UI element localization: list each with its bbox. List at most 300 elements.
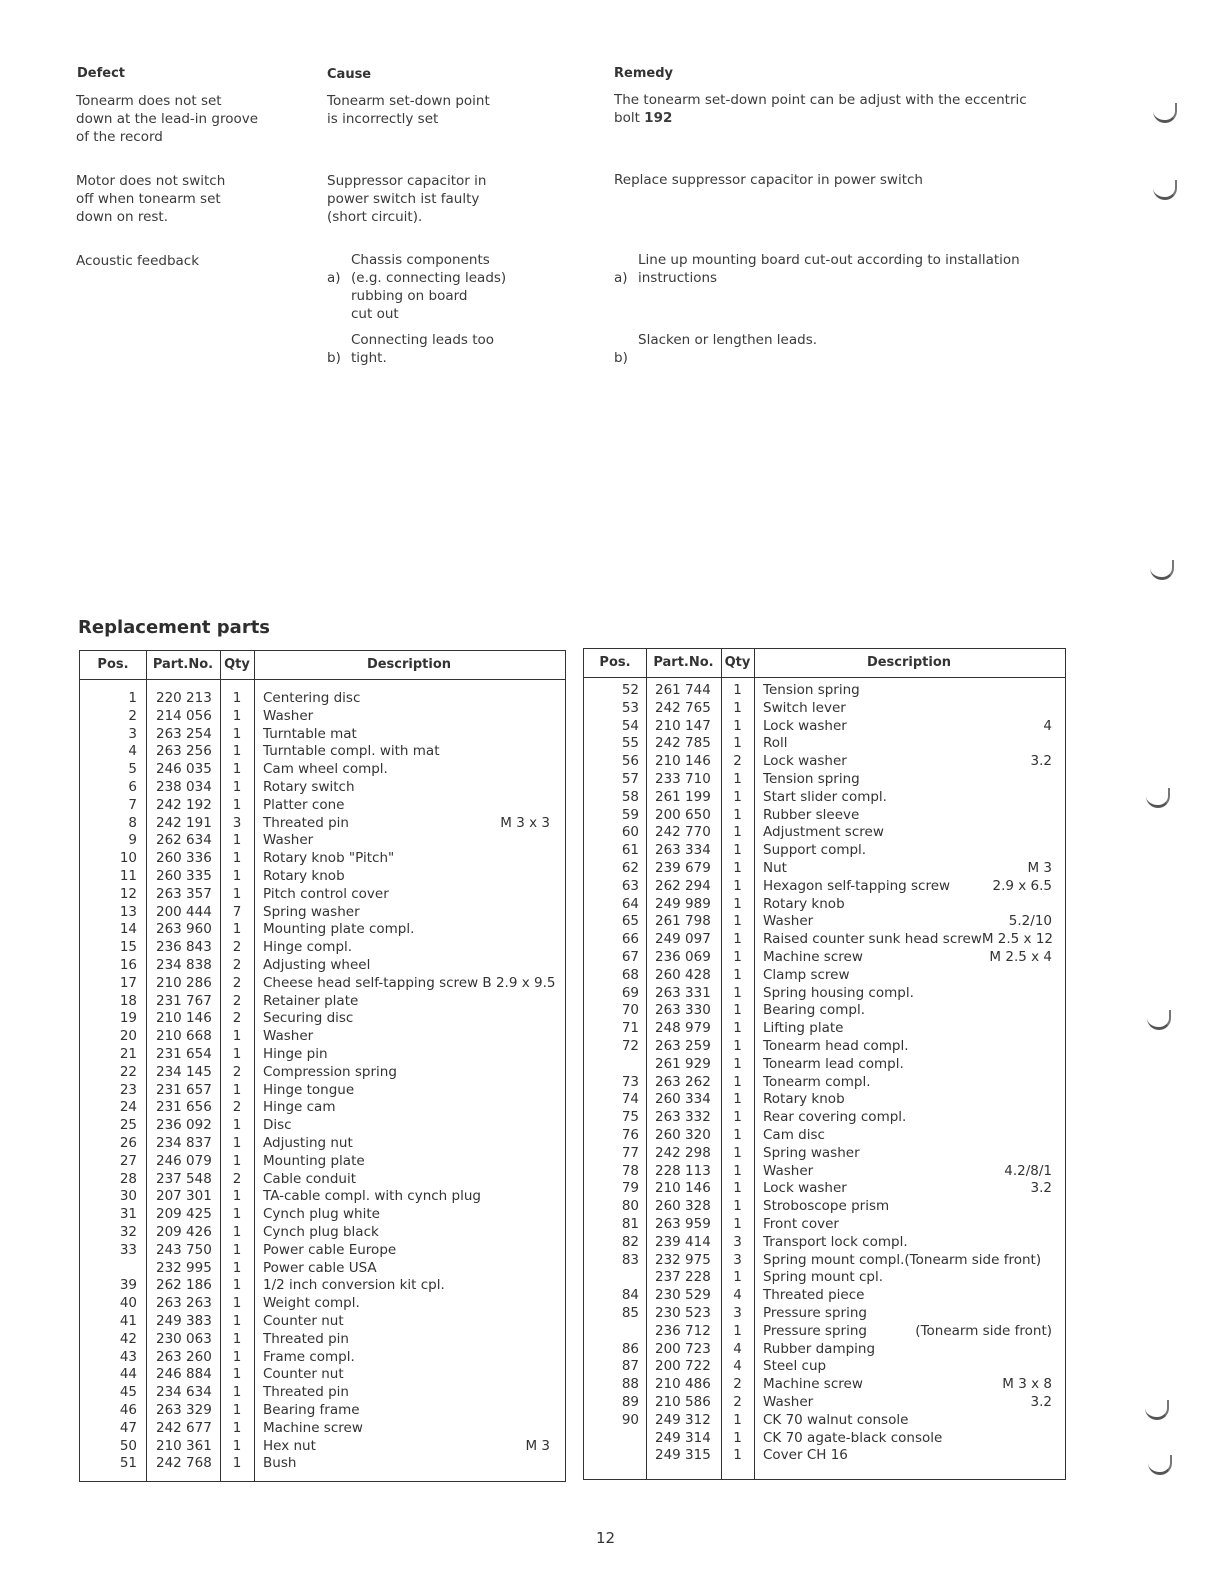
col-pos-header: Pos. <box>97 657 129 672</box>
description-cell: Spring mount cpl. <box>763 1269 883 1286</box>
description-cell: Roll <box>763 735 788 752</box>
pos-cell: 13 <box>119 903 137 920</box>
part-number-cell: 263 334 <box>655 842 711 859</box>
qty-cell: 1 <box>232 1117 242 1134</box>
table-row <box>584 1252 1065 1270</box>
part-number-cell: 210 361 <box>156 1437 212 1454</box>
pos-cell: 5 <box>128 761 137 778</box>
description-cell: Power cable USA <box>263 1259 377 1276</box>
qty-cell: 1 <box>232 1259 242 1276</box>
part-number-cell: 242 765 <box>655 699 711 716</box>
part-number-cell: 236 092 <box>156 1117 212 1134</box>
table-row <box>584 682 1065 700</box>
table-row <box>80 1384 565 1402</box>
qty-cell: 1 <box>733 1429 742 1446</box>
description-cell: Frame compl. <box>263 1348 355 1365</box>
part-number-cell: 263 260 <box>156 1348 212 1365</box>
table-row <box>80 921 565 939</box>
description-cell: Turntable compl. with mat <box>263 743 440 760</box>
table-row <box>80 761 565 779</box>
table-row <box>80 690 565 708</box>
pos-cell: 86 <box>621 1340 639 1357</box>
qty-cell: 1 <box>733 717 742 734</box>
part-number-cell: 214 056 <box>156 707 212 724</box>
table-row <box>584 718 1065 736</box>
qty-cell: 1 <box>733 1162 742 1179</box>
defect-2: Motor does not switch off when tonearm set down on rest. <box>76 173 226 225</box>
description-cell: Switch lever <box>763 699 846 716</box>
table-row <box>80 1010 565 1028</box>
qty-cell: 2 <box>232 992 242 1009</box>
part-number-cell: 263 332 <box>655 1109 711 1126</box>
qty-cell: 1 <box>232 1277 242 1294</box>
part-number-cell: 234 838 <box>156 957 212 973</box>
qty-cell: 1 <box>232 885 242 902</box>
part-number-cell: 260 334 <box>655 1091 711 1108</box>
table-row <box>80 1438 565 1456</box>
qty-cell: 1 <box>733 1127 742 1143</box>
defect-header: Defect <box>77 66 126 81</box>
description-cell: Machine screw <box>763 1376 863 1393</box>
qty-cell: 1 <box>232 796 242 813</box>
qty-cell: 1 <box>733 1180 742 1197</box>
spec-cell: M 3 <box>1027 860 1052 876</box>
description-cell: Washer <box>763 1162 814 1179</box>
table-row <box>584 1341 1065 1359</box>
table-row <box>80 1135 565 1153</box>
pos-cell: 10 <box>119 850 137 867</box>
table-row <box>80 1402 565 1420</box>
spec-cell: 3.2 <box>1030 1394 1052 1410</box>
description-cell: Cam disc <box>763 1127 825 1143</box>
replacement-parts-title: Replacement parts <box>78 617 271 638</box>
part-number-cell: 249 314 <box>655 1429 711 1446</box>
part-number-cell: 210 586 <box>655 1394 711 1410</box>
table-row <box>584 1394 1065 1412</box>
qty-cell: 1 <box>733 1002 742 1019</box>
pos-cell: 17 <box>119 974 137 991</box>
table-row <box>80 797 565 815</box>
part-number-cell: 249 312 <box>655 1411 711 1428</box>
part-number-cell: 261 929 <box>655 1055 711 1072</box>
qty-cell: 1 <box>733 1073 742 1090</box>
part-number-cell: 230 063 <box>156 1330 212 1347</box>
description-cell: Rotary switch <box>263 779 355 795</box>
cause-3a-label: a) <box>327 270 341 286</box>
pos-cell: 45 <box>119 1384 137 1401</box>
table-row <box>584 860 1065 878</box>
pos-cell: 43 <box>119 1348 137 1365</box>
description-cell: Transport lock compl. <box>763 1233 908 1250</box>
qty-cell: 4 <box>733 1340 742 1357</box>
pos-cell: 47 <box>119 1419 137 1436</box>
table-row <box>584 931 1065 949</box>
part-number-cell: 262 294 <box>655 877 711 894</box>
table-row <box>80 726 565 744</box>
qty-cell: 1 <box>232 779 242 795</box>
description-cell: Cheese head self-tapping screw B 2.9 x 9.5 <box>263 974 556 991</box>
col-pos-header: Pos. <box>599 655 631 670</box>
qty-cell: 1 <box>232 1188 242 1205</box>
table-row <box>584 1056 1065 1074</box>
description-cell: Securing disc <box>263 1010 354 1027</box>
qty-cell: 1 <box>232 707 242 724</box>
description-cell: Threated piece <box>763 1287 865 1304</box>
part-number-cell: 263 959 <box>655 1216 711 1232</box>
part-number-cell: 246 079 <box>156 1152 212 1169</box>
table-row <box>584 700 1065 718</box>
table-row <box>584 771 1065 789</box>
table-row <box>584 789 1065 807</box>
pos-cell: 40 <box>119 1295 137 1312</box>
part-number-cell: 234 837 <box>156 1135 212 1151</box>
qty-cell: 1 <box>232 1330 242 1347</box>
description-cell: Raised counter sunk head screwM 2.5 x 12 <box>763 931 1054 948</box>
table-row <box>584 1305 1065 1323</box>
binder-hole <box>1150 560 1174 580</box>
description-cell: Mounting plate <box>263 1152 365 1169</box>
page-number: 12 <box>595 1529 616 1547</box>
qty-cell: 1 <box>733 842 742 859</box>
binder-hole <box>1153 103 1177 123</box>
part-number-cell: 233 710 <box>655 771 711 787</box>
spec-cell: 3.2 <box>1030 1180 1052 1197</box>
part-number-cell: 242 770 <box>655 824 711 841</box>
pos-cell: 56 <box>621 753 639 770</box>
table-row <box>80 1260 565 1278</box>
table-row <box>584 753 1065 771</box>
table-row <box>80 779 565 797</box>
description-cell: Lock washer <box>763 717 847 734</box>
cause-3b-text: Connecting leads too tight. <box>351 332 495 366</box>
qty-cell: 1 <box>232 868 242 884</box>
pos-cell: 74 <box>621 1091 639 1108</box>
table-row <box>80 1028 565 1046</box>
qty-cell: 1 <box>733 949 742 965</box>
description-cell: Tension spring <box>763 771 860 787</box>
description-cell: Platter cone <box>263 796 345 813</box>
pos-cell: 84 <box>621 1287 639 1304</box>
qty-cell: 1 <box>232 725 242 742</box>
table-row <box>80 1064 565 1082</box>
description-cell: Machine screw <box>763 949 863 965</box>
description-cell: 1/2 inch conversion kit cpl. <box>263 1277 445 1294</box>
pos-cell: 63 <box>621 877 639 894</box>
qty-cell: 1 <box>232 832 242 849</box>
pos-cell: 66 <box>621 931 639 948</box>
spec-cell: 4 <box>1043 717 1052 734</box>
binder-hole <box>1148 1455 1172 1475</box>
description-cell: Start slider compl. <box>763 788 887 805</box>
qty-cell: 1 <box>232 1348 242 1365</box>
qty-cell: 1 <box>733 682 742 698</box>
description-cell: Spring washer <box>263 903 360 920</box>
pos-cell: 73 <box>621 1073 639 1090</box>
pos-cell: 12 <box>119 885 137 902</box>
table-row <box>584 1376 1065 1394</box>
pos-cell: 31 <box>119 1206 137 1223</box>
pos-cell: 62 <box>621 860 639 876</box>
part-number-cell: 263 329 <box>156 1402 212 1418</box>
table-row <box>80 1099 565 1117</box>
pos-cell: 28 <box>119 1170 137 1187</box>
table-row <box>584 807 1065 825</box>
description-cell: Counter nut <box>263 1366 344 1383</box>
table-row <box>584 1145 1065 1163</box>
col-desc-header: Description <box>866 655 952 670</box>
qty-cell: 1 <box>232 761 242 778</box>
description-cell: Disc <box>263 1117 292 1134</box>
part-number-cell: 260 320 <box>655 1127 711 1143</box>
table-row <box>584 824 1065 842</box>
part-number-cell: 232 995 <box>156 1259 212 1276</box>
qty-cell: 1 <box>733 1447 742 1464</box>
part-number-cell: 249 097 <box>655 931 711 948</box>
table-row <box>80 957 565 975</box>
qty-cell: 1 <box>733 877 742 894</box>
part-number-cell: 260 328 <box>655 1198 711 1215</box>
qty-cell: 1 <box>733 1038 742 1054</box>
qty-cell: 3 <box>232 814 242 831</box>
description-cell: Threated pin <box>263 1330 349 1347</box>
part-number-cell: 249 383 <box>156 1313 212 1329</box>
part-number-cell: 249 989 <box>655 895 711 912</box>
description-cell: Cable conduit <box>263 1170 357 1187</box>
pos-cell: 81 <box>621 1216 639 1232</box>
pos-cell: 87 <box>621 1358 639 1375</box>
part-number-cell: 238 034 <box>156 779 212 795</box>
qty-cell: 1 <box>733 806 742 823</box>
col-qty-header: Qty <box>224 657 250 672</box>
spec-cell: 2.9 x 6.5 <box>992 877 1052 894</box>
pos-cell: 11 <box>119 868 137 884</box>
qty-cell: 1 <box>232 921 242 938</box>
qty-cell: 3 <box>733 1233 742 1250</box>
table-row <box>584 735 1065 753</box>
table-row <box>584 949 1065 967</box>
description-cell: Weight compl. <box>263 1295 360 1312</box>
table-row <box>584 967 1065 985</box>
description-cell: Turntable mat <box>263 725 357 742</box>
description-cell: Washer <box>763 1394 814 1410</box>
table-row <box>80 993 565 1011</box>
col-qty-header: Qty <box>724 655 751 670</box>
parts-table-left-header <box>80 651 565 680</box>
cause-3a <box>327 251 567 322</box>
table-row <box>584 1323 1065 1341</box>
description-cell: Cover CH 16 <box>763 1447 848 1464</box>
description-cell: Lifting plate <box>763 1020 844 1037</box>
remedy-header: Remedy <box>614 66 673 81</box>
pos-cell: 76 <box>621 1127 639 1143</box>
remedy-1 <box>614 91 1094 127</box>
table-row <box>584 1358 1065 1376</box>
qty-cell: 1 <box>733 1411 742 1428</box>
part-number-cell: 242 677 <box>156 1419 212 1436</box>
binder-hole <box>1153 180 1177 200</box>
table-row <box>80 1082 565 1100</box>
description-cell: Lock washer <box>763 1180 847 1197</box>
part-number-cell: 242 192 <box>156 796 212 813</box>
pos-cell: 9 <box>128 832 137 849</box>
part-number-cell: 234 634 <box>156 1384 212 1401</box>
table-row <box>80 1188 565 1206</box>
parts-table-right-header <box>584 649 1065 678</box>
table-row <box>584 878 1065 896</box>
qty-cell: 3 <box>733 1251 742 1268</box>
pos-cell: 39 <box>119 1277 137 1294</box>
part-number-cell: 209 425 <box>156 1206 212 1223</box>
spec-cell: M 3 <box>525 1437 550 1454</box>
pos-cell: 85 <box>621 1305 639 1321</box>
col-part-header: Part.No. <box>653 655 714 670</box>
part-number-cell: 246 884 <box>156 1366 212 1383</box>
part-number-cell: 231 767 <box>156 992 212 1009</box>
remedy-3a <box>614 251 1084 287</box>
pos-cell: 68 <box>621 966 639 983</box>
description-cell: Pressure spring <box>763 1305 867 1321</box>
remedy-2: Replace suppressor capacitor in power switch <box>614 172 923 188</box>
part-number-cell: 261 798 <box>655 913 711 930</box>
table-row <box>584 1091 1065 1109</box>
table-row <box>584 1412 1065 1430</box>
qty-cell: 1 <box>733 860 742 876</box>
description-cell: Adjustment screw <box>763 824 884 841</box>
qty-cell: 1 <box>733 984 742 1001</box>
table-row <box>80 1295 565 1313</box>
qty-cell: 1 <box>232 1224 242 1240</box>
description-cell: Steel cup <box>763 1358 827 1375</box>
table-row <box>584 1002 1065 1020</box>
table-row <box>80 850 565 868</box>
description-cell: Hinge tongue <box>263 1081 355 1098</box>
cause-3b-label: b) <box>327 350 341 366</box>
pos-cell: 78 <box>621 1162 639 1179</box>
pos-cell: 90 <box>621 1411 639 1428</box>
table-row <box>584 1269 1065 1287</box>
description-cell: Washer <box>263 1028 314 1045</box>
part-number-cell: 228 113 <box>655 1162 711 1179</box>
description-cell: Clamp screw <box>763 966 850 983</box>
pos-cell: 8 <box>128 814 137 831</box>
table-row <box>584 1447 1065 1465</box>
qty-cell: 1 <box>733 1109 742 1126</box>
pos-cell: 32 <box>119 1224 137 1240</box>
pos-cell: 3 <box>128 725 137 742</box>
table-row <box>80 1171 565 1189</box>
pos-cell: 59 <box>621 806 639 823</box>
pos-cell: 83 <box>621 1251 639 1268</box>
pos-cell: 53 <box>621 699 639 716</box>
defect-1: Tonearm does not set down at the lead-in groove of the record <box>76 93 259 145</box>
part-number-cell: 231 657 <box>156 1081 212 1098</box>
pos-cell: 58 <box>621 788 639 805</box>
description-cell: Pressure spring <box>763 1322 867 1339</box>
table-row <box>584 1234 1065 1252</box>
description-cell: Adjusting wheel <box>263 957 371 973</box>
pos-cell: 6 <box>128 779 137 795</box>
description-cell: Rotary knob <box>763 895 845 912</box>
table-row <box>584 1287 1065 1305</box>
spec-cell: 4.2/8/1 <box>1004 1162 1052 1179</box>
spec-cell: M 3 x 3 <box>500 814 550 831</box>
part-number-cell: 248 979 <box>655 1020 711 1037</box>
pos-cell: 25 <box>119 1117 137 1134</box>
table-row <box>584 1430 1065 1448</box>
qty-cell: 1 <box>232 1295 242 1312</box>
table-row <box>584 1109 1065 1127</box>
cause-2: Suppressor capacitor in power switch ist faulty (short circuit). <box>327 173 487 225</box>
part-number-cell: 263 330 <box>655 1002 711 1019</box>
part-number-cell: 231 656 <box>156 1099 212 1116</box>
table-row <box>80 1277 565 1295</box>
pos-cell: 52 <box>621 682 639 698</box>
description-cell: Tonearm lead compl. <box>763 1055 904 1072</box>
table-row <box>584 1038 1065 1056</box>
part-number-cell: 236 843 <box>156 939 212 956</box>
qty-cell: 1 <box>232 1402 242 1418</box>
part-number-cell: 243 750 <box>156 1241 212 1258</box>
remedy-3b-text: Slacken or lengthen leads. <box>638 332 818 348</box>
remedy-3a-text: Line up mounting board cut-out according to installation instructions <box>638 252 1020 286</box>
part-number-cell: 220 213 <box>156 690 212 706</box>
part-number-cell: 261 199 <box>655 788 711 805</box>
part-number-cell: 263 960 <box>156 921 212 938</box>
pos-cell: 71 <box>621 1020 639 1037</box>
description-cell: Threated pin <box>263 1384 349 1401</box>
qty-cell: 1 <box>733 1216 742 1232</box>
part-number-cell: 263 263 <box>156 1295 212 1312</box>
qty-cell: 1 <box>733 931 742 948</box>
table-row <box>80 975 565 993</box>
table-row <box>584 1198 1065 1216</box>
pos-cell: 24 <box>119 1099 137 1116</box>
part-number-cell: 242 768 <box>156 1455 212 1472</box>
part-number-cell: 210 146 <box>156 1010 212 1027</box>
description-cell: Rubber damping <box>763 1340 876 1357</box>
qty-cell: 2 <box>733 753 742 770</box>
pos-cell: 44 <box>119 1366 137 1383</box>
qty-cell: 1 <box>733 1198 742 1215</box>
qty-cell: 1 <box>733 895 742 912</box>
pos-cell: 89 <box>621 1394 639 1410</box>
qty-cell: 1 <box>232 743 242 760</box>
cause-1: Tonearm set-down point is incorrectly set <box>327 93 490 127</box>
table-row <box>80 815 565 833</box>
description-cell: Retainer plate <box>263 992 359 1009</box>
parts-table-right <box>583 648 1066 1480</box>
part-number-cell: 263 357 <box>156 885 212 902</box>
qty-cell: 2 <box>232 1170 242 1187</box>
part-number-cell: 200 723 <box>655 1340 711 1357</box>
spec-cell: M 3 x 8 <box>1002 1376 1052 1393</box>
pos-cell: 41 <box>119 1313 137 1329</box>
part-number-cell: 242 785 <box>655 735 711 752</box>
part-number-cell: 262 634 <box>156 832 212 849</box>
qty-cell: 2 <box>733 1376 742 1393</box>
part-number-cell: 260 428 <box>655 966 711 983</box>
table-row <box>80 868 565 886</box>
pos-cell: 80 <box>621 1198 639 1215</box>
qty-cell: 1 <box>232 1206 242 1223</box>
part-number-cell: 263 331 <box>655 984 711 1001</box>
table-row <box>80 886 565 904</box>
qty-cell: 1 <box>232 1046 242 1062</box>
table-row <box>584 1127 1065 1145</box>
part-number-cell: 210 668 <box>156 1028 212 1045</box>
pos-cell: 77 <box>621 1144 639 1161</box>
table-row <box>584 842 1065 860</box>
